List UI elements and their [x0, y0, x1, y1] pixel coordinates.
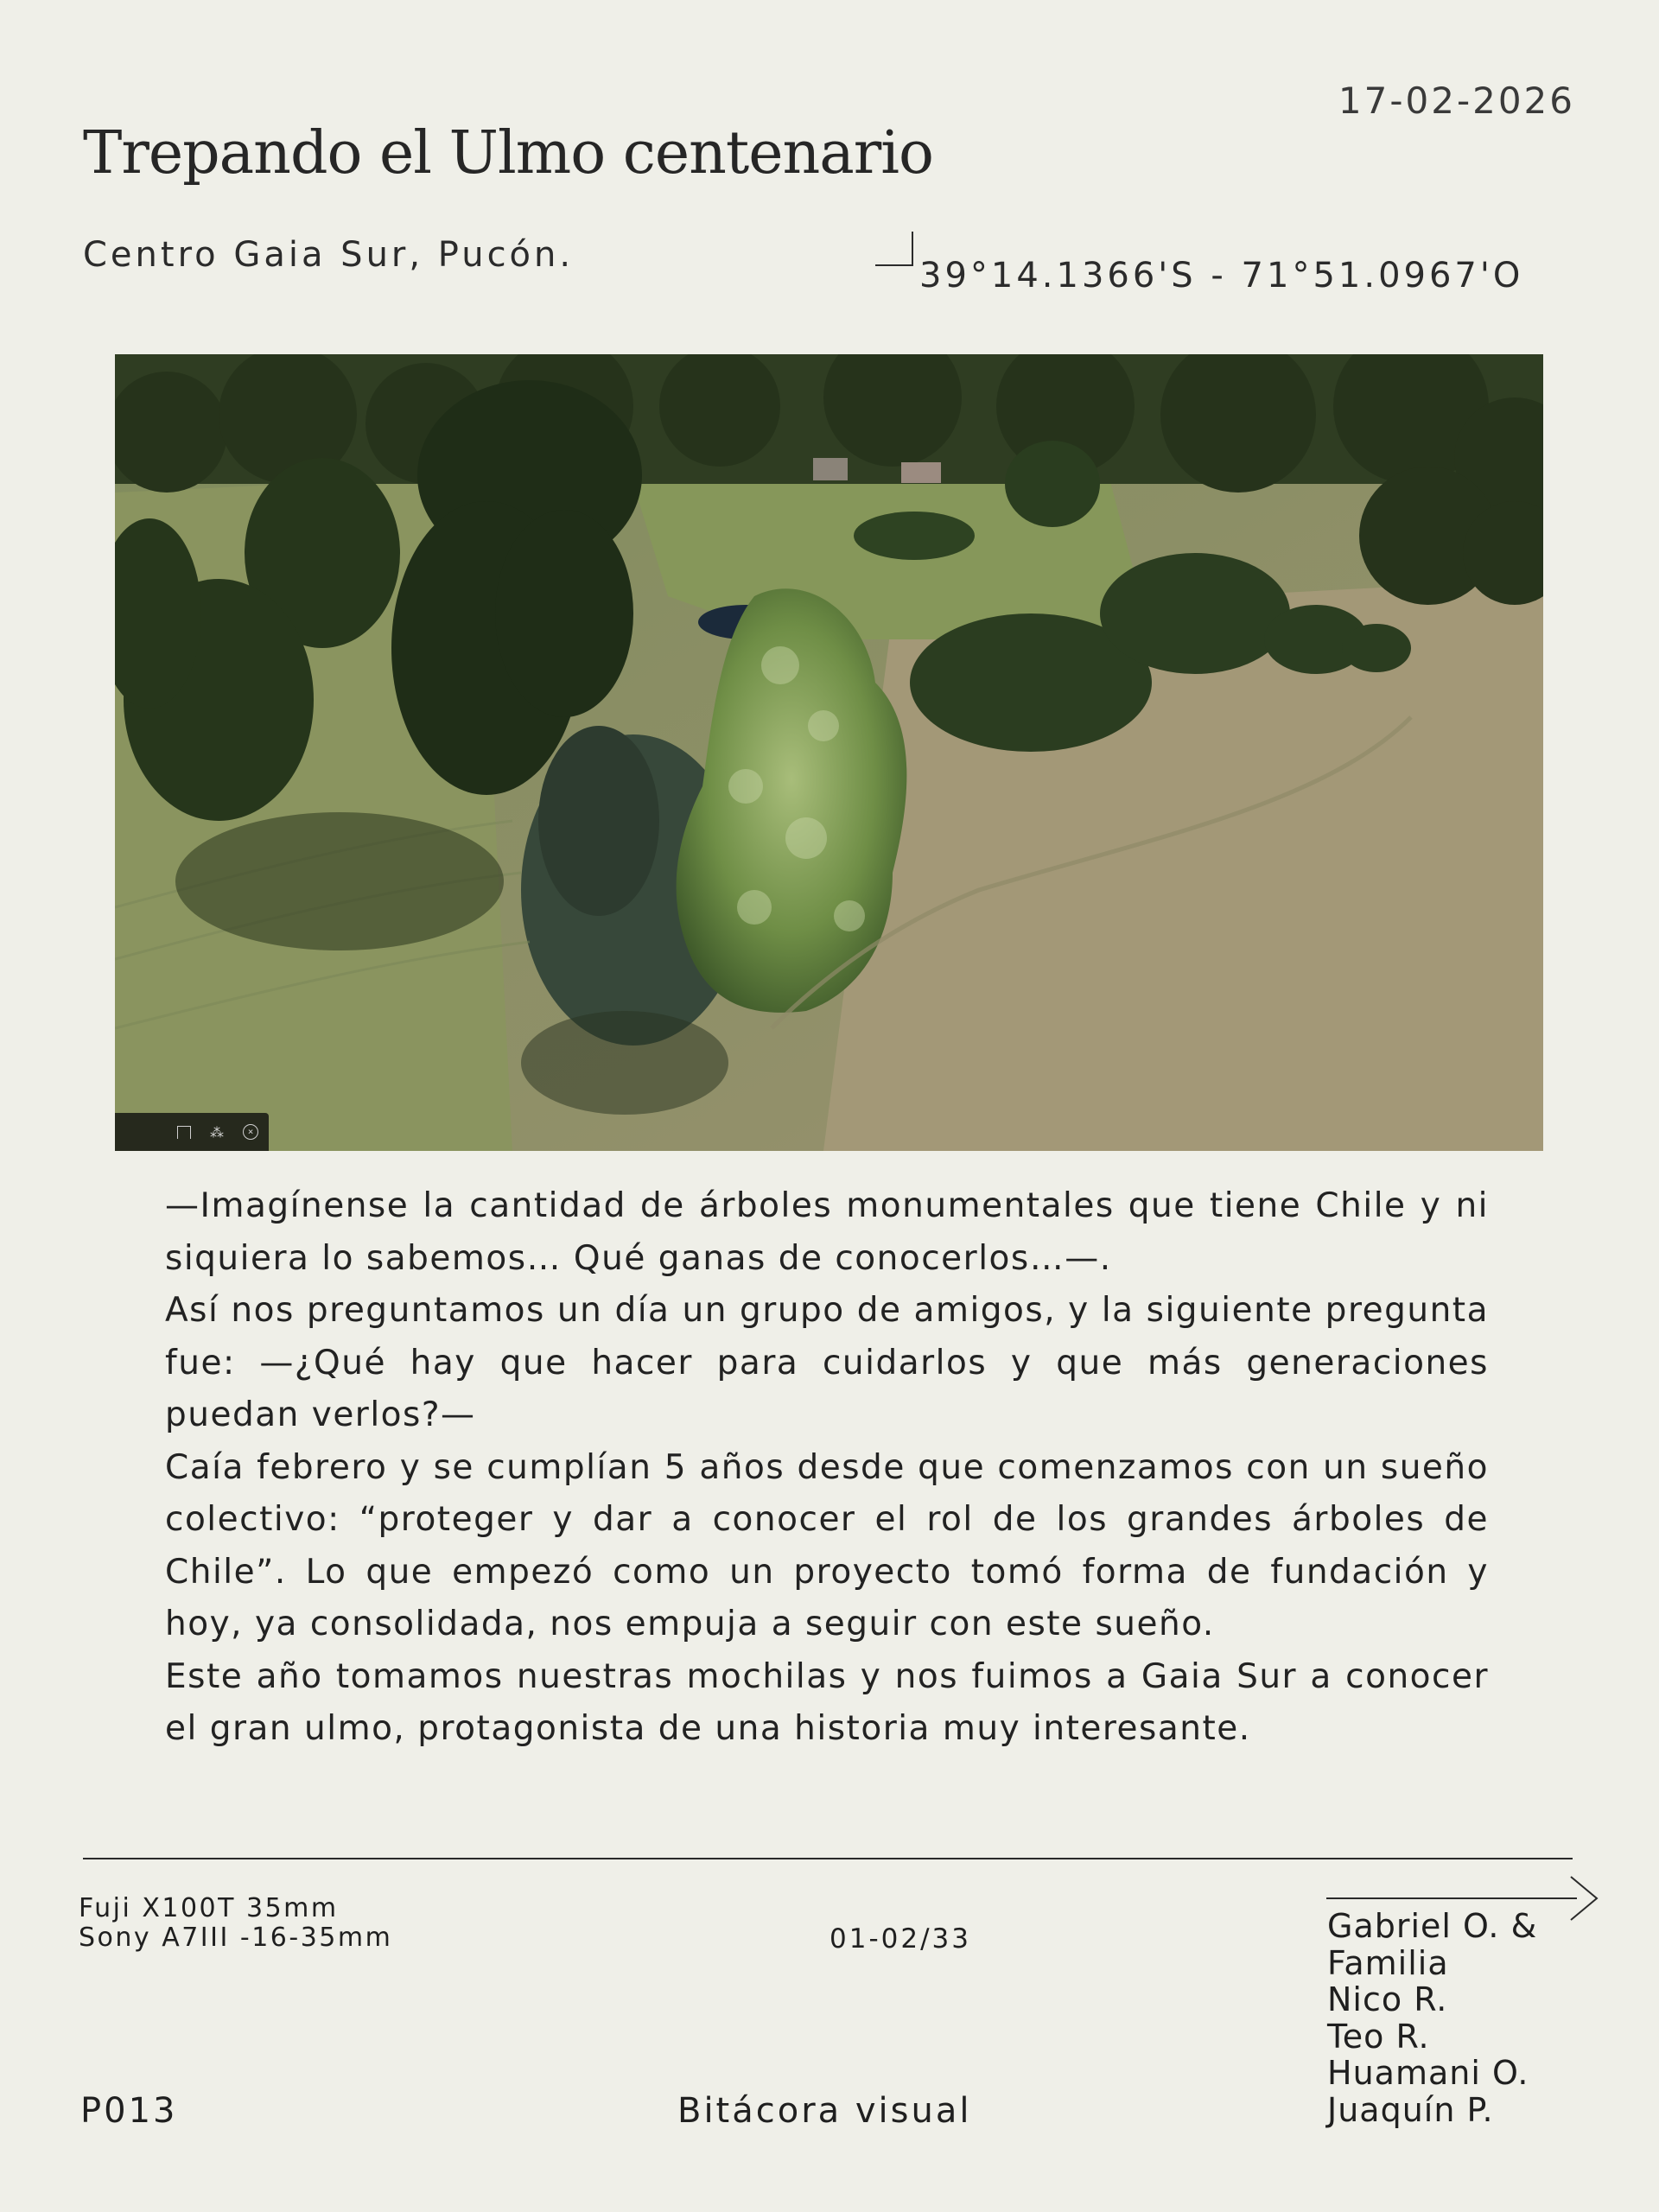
credit-name: Familia: [1327, 1943, 1449, 1982]
page-range: 01-02/33: [830, 1923, 971, 1955]
expand-icon[interactable]: [177, 1126, 191, 1139]
close-icon[interactable]: ×: [243, 1124, 258, 1140]
wand-icon[interactable]: ⁂: [210, 1123, 224, 1141]
credits-list: [1327, 1908, 1537, 2128]
corner-mark-icon: [875, 232, 913, 266]
credit-name: Gabriel O. &: [1327, 1907, 1538, 1945]
credit-name: Teo R.: [1327, 2017, 1430, 2056]
article-body: [165, 1180, 1489, 1756]
paragraph: Caía febrero y se cumplían 5 años desde que comenzamos con un sueño colectivo: “proteger y dar a conocer el rol de los grandes árboles de Chile”. Lo que empezó como un proyecto tomó forma de fundación y hoy, ya consolidada, nos empuja a seguir con este sueño.: [165, 1447, 1489, 1643]
photo-controls: [115, 1113, 269, 1151]
date-label: 17-02-2026: [1338, 79, 1575, 122]
paragraph: Así nos preguntamos un día un grupo de amigos, y la siguiente pregunta fue: —¿Qué hay que hacer para cuidarlos y que más generaciones puedan verlos?—: [165, 1291, 1489, 1434]
camera-label: Sony A7III -16-35mm: [79, 1923, 393, 1953]
page-code: P013: [80, 2091, 178, 2131]
coordinates-label: 39°14.1366'S - 71°51.0967'O: [919, 256, 1524, 296]
footer-divider: [83, 1858, 1573, 1859]
credit-name: Juaquín P.: [1327, 2090, 1494, 2129]
paragraph: —Imagínense la cantidad de árboles monumentales que tiene Chile y ni siquiera lo sabemos… Qué ganas de conocerlos…—.: [165, 1186, 1489, 1278]
location-label: Centro Gaia Sur, Pucón.: [83, 235, 575, 275]
camera-label: Fuji X100T 35mm: [79, 1893, 339, 1923]
credit-name: Nico R.: [1327, 1980, 1448, 2018]
photo-illustration: [115, 354, 1543, 1151]
aerial-tree-photo: [115, 354, 1543, 1151]
paragraph: Este año tomamos nuestras mochilas y nos fuimos a Gaia Sur a conocer el gran ulmo, protagonista de una historia muy interesante.: [165, 1656, 1489, 1748]
footer-label: Bitácora visual: [677, 2091, 972, 2131]
credit-name: Huamani O.: [1327, 2054, 1529, 2092]
page-title: Trepando el Ulmo centenario: [83, 119, 933, 188]
